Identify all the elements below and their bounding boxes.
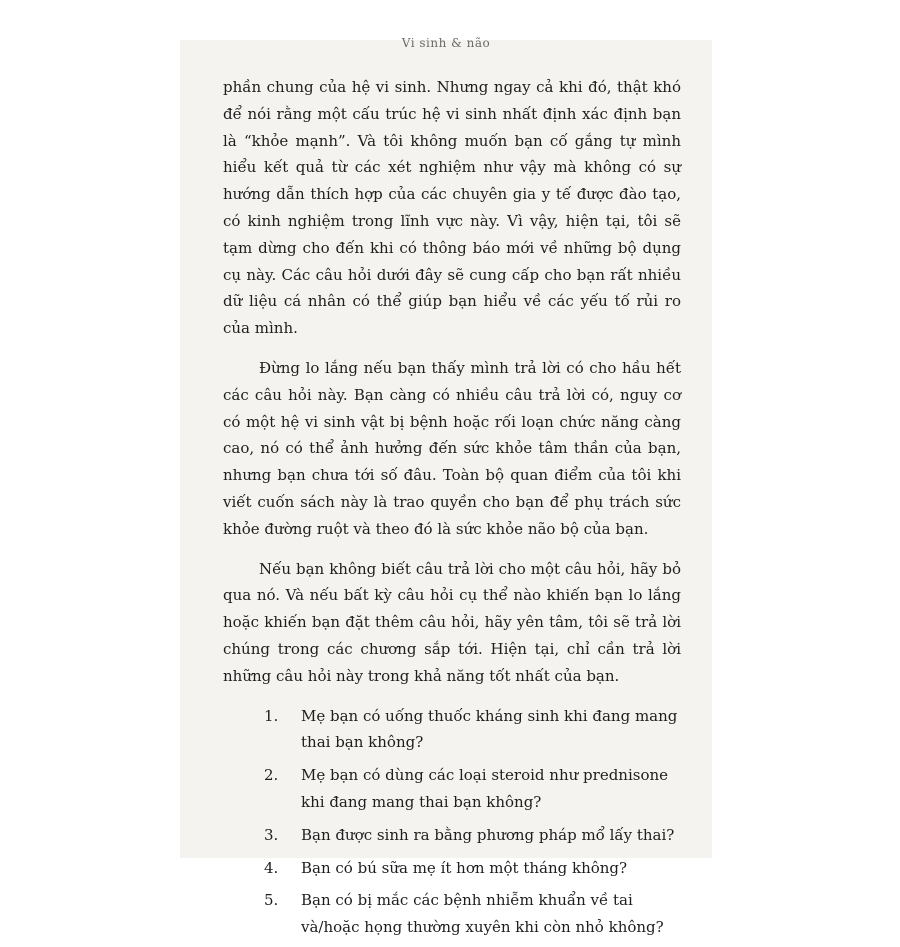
question-text: Bạn có bú sữa mẹ ít hơn một tháng không? bbox=[301, 858, 628, 877]
running-head: Vi sinh & não bbox=[401, 36, 491, 50]
question-number: 1. bbox=[264, 706, 279, 725]
book-page bbox=[180, 36, 712, 937]
list-item bbox=[223, 887, 681, 941]
list-item bbox=[223, 762, 681, 816]
list-item bbox=[223, 703, 681, 757]
paragraph-3: Nếu bạn không biết câu trả lời cho một câu hỏi, hãy bỏ qua nó. Và nếu bất kỳ câu hỏi cụ thể nào khiến bạn lo lắng hoặc khiến bạn đặt thêm câu hỏi, hãy yên tâm, tôi sẽ trả lời chúng trong các chương sắp tới. Hiện tại, chỉ cần trả lời những câu hỏi này trong khả năng tốt nhất của bạn. bbox=[223, 559, 681, 685]
question-number: 4. bbox=[264, 858, 279, 877]
question-number: 2. bbox=[264, 766, 279, 785]
paragraph-2: Đừng lo lắng nếu bạn thấy mình trả lời có cho hầu hết các câu hỏi này. Bạn càng có nhiều câu trả lời có, nguy cơ có một hệ vi sinh vật bị bệnh hoặc rối loạn chức năng càng cao, nó có thể ảnh hưởng đến sức khỏe tâm thần của bạn, nhưng bạn chưa tới số đâu. Toàn bộ quan điểm của tôi khi viết cuốn sách này là trao quyền cho bạn để phụ trách sức khỏe đường ruột và theo đó là sức khỏe não bộ của bạn. bbox=[223, 358, 681, 538]
question-text: Mẹ bạn có uống thuốc kháng sinh khi đang mang thai bạn không? bbox=[301, 706, 678, 752]
question-text: Mẹ bạn có dùng các loại steroid như prednisone khi đang mang thai bạn không? bbox=[301, 766, 669, 811]
question-number: 5. bbox=[264, 891, 279, 910]
question-text: Bạn được sinh ra bằng phương pháp mổ lấy thai? bbox=[301, 825, 675, 844]
paragraph-1: phần chung của hệ vi sinh. Nhưng ngay cả khi đó, thật khó để nói rằng một cấu trúc hệ vi sinh nhất định xác định bạn là “khỏe mạnh”. Và tôi không muốn bạn cố gắng tự mình hiểu kết quả từ các xét nghiệm như vậy mà không có sự hướng dẫn thích hợp của các chuyên gia y tế được đào tạo, có kinh nghiệm trong lĩnh vực này. Vì vậy, hiện tại, tôi sẽ tạm dừng cho đến khi có thông báo mới về những bộ dụng cụ này. Các câu hỏi dưới đây sẽ cung cấp cho bạn rất nhiều dữ liệu cá nhân có thể giúp bạn hiểu về các yếu tố rủi ro của mình. bbox=[223, 78, 681, 338]
question-text: Bạn có bị mắc các bệnh nhiễm khuẩn về tai và/hoặc họng thường xuyên khi còn nhỏ không? bbox=[301, 891, 664, 937]
page-body bbox=[223, 74, 681, 947]
list-item bbox=[223, 855, 681, 882]
list-item bbox=[223, 822, 681, 849]
question-number: 3. bbox=[264, 825, 279, 844]
question-list bbox=[223, 703, 681, 941]
